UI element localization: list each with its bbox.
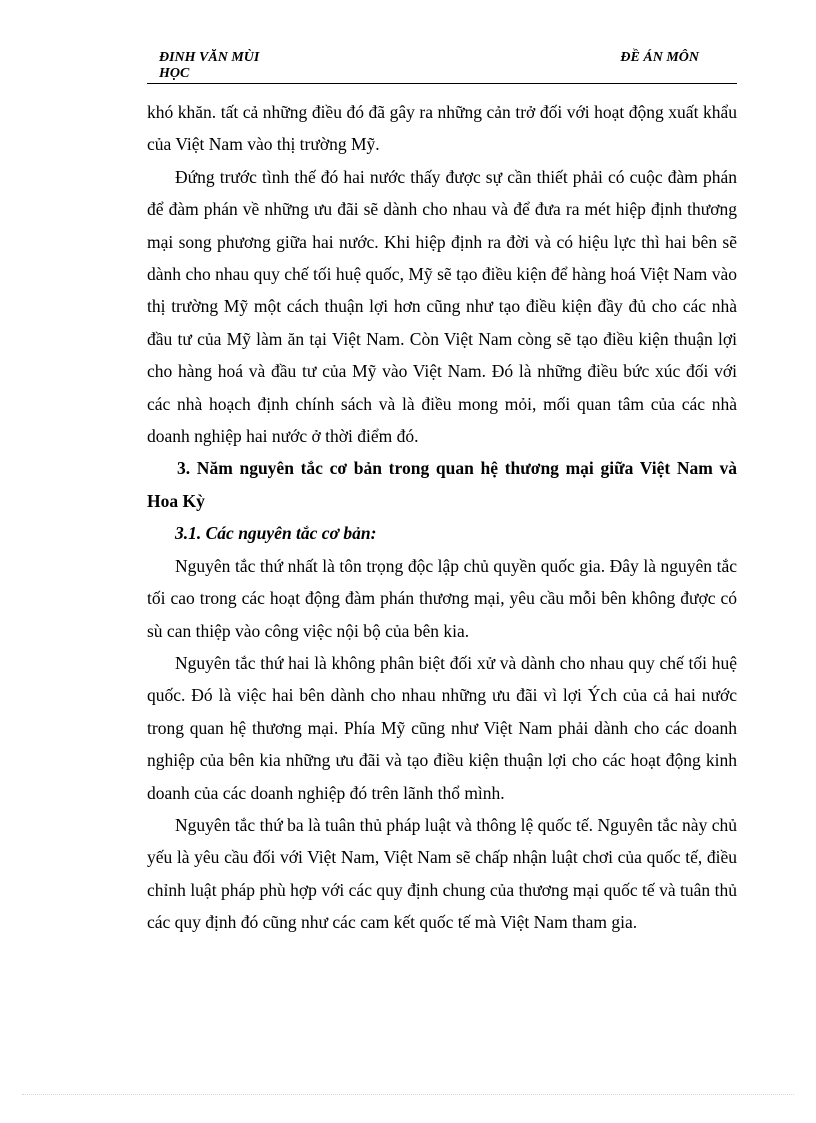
header-author: ĐINH VĂN MÙI HỌC	[159, 50, 260, 81]
section-heading-3: 3. Năm nguyên tắc cơ bản trong quan hệ thương mại giữa Việt Nam và Hoa Kỳ	[147, 458, 737, 511]
subsection-heading-3-1: 3.1. Các nguyên tắc cơ bản:	[175, 523, 377, 544]
page-header	[147, 50, 737, 84]
header-title: ĐỀ ÁN MÔN	[620, 50, 699, 65]
paragraph-principle-1: Nguyên tắc thứ nhất là tôn trọng độc lập chủ quyền quốc gia. Đây là nguyên tắc tối cao trong các hoạt động đàm phán thương mại, yêu cầu mỗi bên không được có sù can thiệp vào công việc nội bộ của bên kia.	[147, 555, 737, 641]
footer-divider	[22, 1094, 794, 1095]
paragraph-principle-2: Nguyên tắc thứ hai là không phân biệt đối xử và dành cho nhau quy chế tối huệ quốc. Đó là việc hai bên dành cho nhau những ưu đãi vì lợi Ých của cả hai nước trong quan hệ thương mại. Phía Mỹ cũng như Việt Nam phải dành cho các doanh nghiệp của bên kia những ưu đãi và tạo điều kiện thuận lợi cho các hoạt động kinh doanh của các doanh nghiệp đó trên lãnh thổ mình.	[147, 652, 737, 803]
paragraph-principle-3: Nguyên tắc thứ ba là tuân thủ pháp luật và thông lệ quốc tế. Nguyên tắc này chủ yếu là yêu cầu đối với Việt Nam, Việt Nam sẽ chấp nhận luật chơi của quốc tế, điều chỉnh luật pháp phù hợp với các quy định chung của thương mại quốc tế và tuân thủ các quy định đó cũng như các cam kết quốc tế mà Việt Nam tham gia.	[147, 814, 737, 933]
document-body	[147, 96, 737, 939]
paragraph-negotiation: Đứng trước tình thế đó hai nước thấy được sự cần thiết phải có cuộc đàm phán để đàm phán về những ưu đãi sẽ dành cho nhau và để đưa ra mét hiệp định thương mại song phương giữa hai nước. Khi hiệp định ra đời và có hiệu lực thì hai bên sẽ dành cho nhau quy chế tối huệ quốc, Mỹ sẽ tạo điều kiện để hàng hoá Việt Nam vào thị trường Mỹ một cách thuận lợi hơn cũng như tạo điều kiện đầy đủ cho các nhà đầu tư của Mỹ làm ăn tại Việt Nam. Còn Việt Nam còng sẽ tạo điều kiện thuận lợi cho hàng hoá và đầu tư của Mỹ vào Việt Nam. Đó là những điều bức xúc đối với các nhà hoạch định chính sách và là điều mong mỏi, mối quan tâm của các nhà doanh nghiệp hai nước ở thời điểm đó.	[147, 166, 737, 447]
paragraph-continuation: khó khăn. tất cả những điều đó đã gây ra những cản trở đối với hoạt động xuất khẩu của Việt Nam vào thị trường Mỹ.	[147, 102, 737, 155]
